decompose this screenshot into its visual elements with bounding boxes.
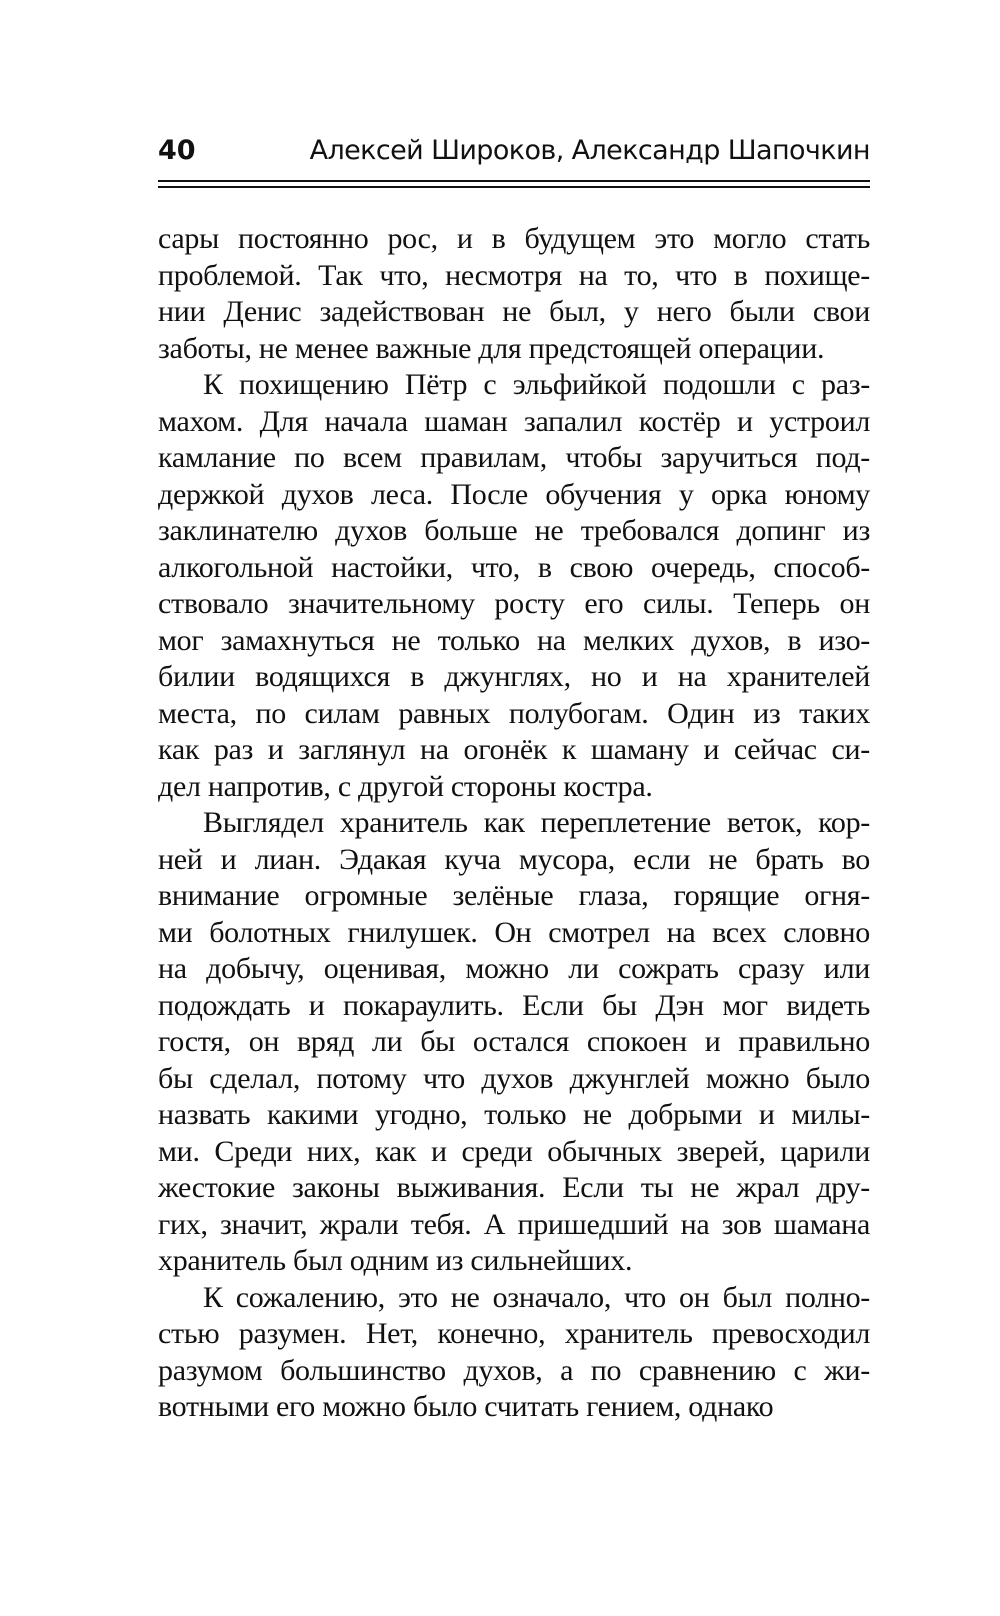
running-head <box>158 133 870 177</box>
running-head-authors: Алексей Широков, Александр Шапочкин <box>309 135 870 166</box>
text-line: разумом большинство духов, а по сравнению с жи- <box>158 1353 870 1387</box>
text-line: вотными его можно было считать гением, однако <box>158 1390 774 1423</box>
text-line: гих, значит, жрали тебя. А пришедший на зов шамана <box>158 1207 870 1241</box>
text-line: ми болотных гнилушек. Он смотрел на всех словно <box>158 915 870 949</box>
text-line: гостя, он вряд ли бы остался спокоен и правильно <box>158 1025 870 1058</box>
text-line: бы сделал, потому что духов джунглей можно было <box>158 1061 870 1095</box>
text-line: проблемой. Так что, несмотря на то, что в похище- <box>158 258 870 292</box>
text-line: сары постоянно рос, и в будущем это могло стать <box>158 222 870 255</box>
text-line: держкой духов леса. После обучения у орка юному <box>158 477 870 511</box>
text-line: внимание огромные зелёные глаза, горящие огня- <box>158 879 870 912</box>
text-line: нии Денис задействован не был, у него были свои <box>158 295 870 328</box>
header-rule-bottom <box>158 186 870 188</box>
text-line: места, по силам равных полубогам. Один из таких <box>158 696 870 730</box>
text-line: стью разумен. Нет, конечно, хранитель превосходил <box>158 1317 870 1350</box>
page-number: 40 <box>158 135 196 166</box>
text-line: заботы, не менее важные для предстоящей операции. <box>158 331 825 365</box>
text-line: мог замахнуться не только на мелких духов, в изо- <box>158 623 870 657</box>
header-rule-top <box>158 180 870 182</box>
text-line: как раз и заглянул на огонёк к шаману и сейчас си- <box>158 733 870 766</box>
text-line: ми. Среди них, как и среди обычных зверей, царили <box>158 1134 870 1168</box>
text-line: хранитель был одним из сильнейших. <box>158 1244 633 1277</box>
text-line: назвать какими угодно, только не добрыми и милы- <box>158 1098 870 1131</box>
text-line: Выглядел хранитель как переплетение веток, кор- <box>203 806 870 839</box>
paragraph <box>158 805 870 1280</box>
text-line: ней и лиан. Эдакая куча мусора, если не брать во <box>158 842 870 876</box>
text-line: заклинателю духов больше не требовался допинг из <box>158 514 870 547</box>
text-line: алкогольной настойки, что, в свою очередь, способ- <box>158 550 870 584</box>
text-line: камлание по всем правилам, чтобы заручиться под- <box>158 441 870 474</box>
paragraph <box>158 367 870 805</box>
text-line: подождать и покараулить. Если бы Дэн мог видеть <box>158 988 870 1022</box>
text-line: махом. Для начала шаман запалил костёр и устроил <box>158 404 870 438</box>
text-line: К похищению Пётр с эльфийкой подошли с раз- <box>203 368 870 401</box>
text-line: дел напротив, с другой стороны костра. <box>158 769 653 803</box>
body-text <box>158 221 870 1426</box>
text-line: К сожалению, это не означало, что он был полно- <box>203 1280 870 1314</box>
text-line: ствовало значительному росту его силы. Теперь он <box>158 587 870 620</box>
text-line: жестокие законы выживания. Если ты не жрал дру- <box>158 1171 870 1204</box>
paragraph <box>158 221 870 367</box>
text-line: билии водящихся в джунглях, но и на хранителей <box>158 660 870 693</box>
paragraph <box>158 1280 870 1426</box>
text-line: на добычу, оценивая, можно ли сожрать сразу или <box>158 952 870 985</box>
